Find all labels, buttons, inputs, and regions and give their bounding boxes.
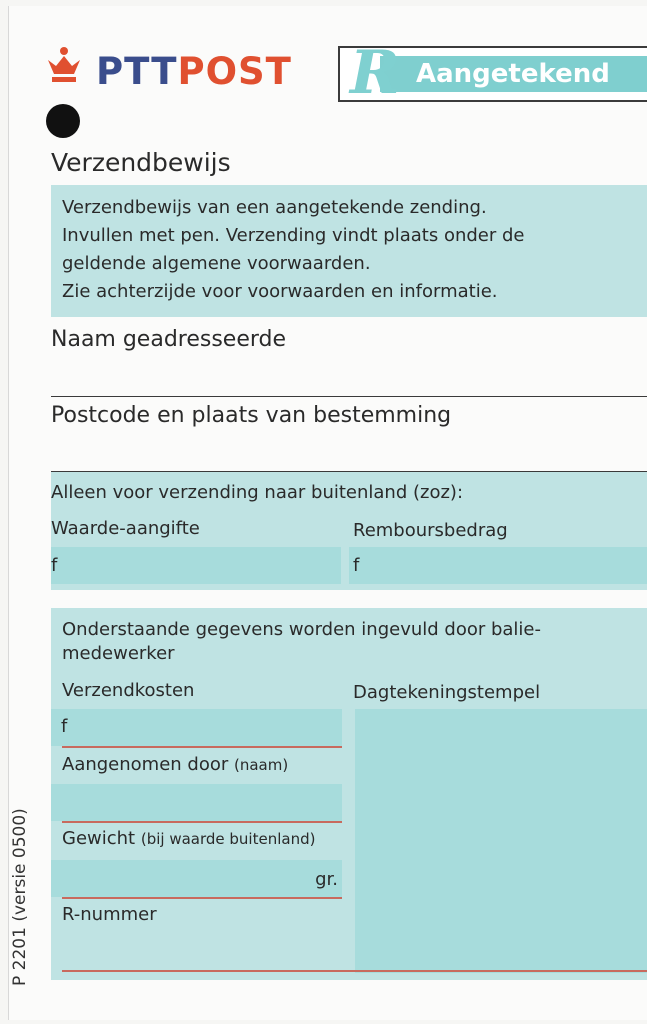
accepted-by-underline — [62, 821, 342, 823]
weight-field[interactable] — [51, 860, 342, 897]
recipient-name-line[interactable] — [51, 396, 647, 397]
intro-line-1: Verzendbewijs van een aangetekende zending. — [62, 197, 487, 218]
cod-amount-field[interactable] — [349, 547, 647, 584]
punch-hole — [46, 104, 80, 138]
declared-value-label: Waarde-aangifte — [51, 518, 200, 539]
crown-icon — [44, 46, 84, 86]
intro-line-4: Zie achterzijde voor voorwaarden en informatie. — [62, 281, 498, 302]
weight-label — [62, 827, 315, 851]
shipping-cost-currency: f — [61, 716, 68, 737]
logo-post-text: POST — [177, 50, 292, 93]
cod-amount-label: Remboursbedrag — [353, 520, 508, 541]
postcode-place-label: Postcode en plaats van bestemming — [51, 403, 452, 428]
shipping-cost-label: Verzendkosten — [62, 680, 195, 701]
intro-box — [51, 185, 647, 317]
intro-line-3: geldende algemene voorwaarden. — [62, 253, 371, 274]
weight-note: (bij waarde buitenland) — [140, 830, 316, 848]
date-stamp-label: Dagtekeningstempel — [353, 682, 541, 703]
weight-underline — [62, 897, 342, 899]
registered-r-letter: R — [350, 38, 400, 108]
accepted-by-text: Aangenomen door — [62, 754, 229, 775]
accepted-by-field[interactable] — [51, 784, 342, 821]
weight-unit: gr. — [315, 869, 338, 890]
page-title: Verzendbewijs — [51, 148, 231, 177]
registered-badge — [338, 38, 647, 108]
date-stamp-area[interactable] — [355, 709, 647, 973]
shipping-cost-field[interactable] — [51, 709, 342, 746]
declared-value-currency: f — [51, 555, 58, 576]
declared-value-field[interactable] — [51, 547, 341, 584]
r-number-label: R-nummer — [62, 904, 157, 925]
accepted-by-label — [62, 753, 288, 777]
abroad-heading: Alleen voor verzending naar buitenland (zoz): — [51, 482, 464, 503]
cod-amount-currency: f — [353, 555, 360, 576]
ptt-post-logo — [96, 50, 292, 94]
shipping-cost-underline — [62, 746, 342, 748]
form-code: P 2201 (versie 0500) — [10, 808, 30, 986]
intro-line-2: Invullen met pen. Verzending vindt plaats onder de — [62, 225, 525, 246]
accepted-by-note: (naam) — [234, 756, 289, 774]
counter-heading-line-2: medewerker — [62, 643, 175, 664]
counter-heading-line-1: Onderstaande gegevens worden ingevuld door balie- — [62, 619, 542, 640]
logo-ptt-text: PTT — [96, 50, 178, 93]
r-number-underline[interactable] — [62, 970, 647, 972]
weight-text: Gewicht — [62, 828, 136, 849]
recipient-name-label: Naam geadresseerde — [51, 327, 287, 352]
registered-label: Aangetekend — [416, 59, 610, 89]
